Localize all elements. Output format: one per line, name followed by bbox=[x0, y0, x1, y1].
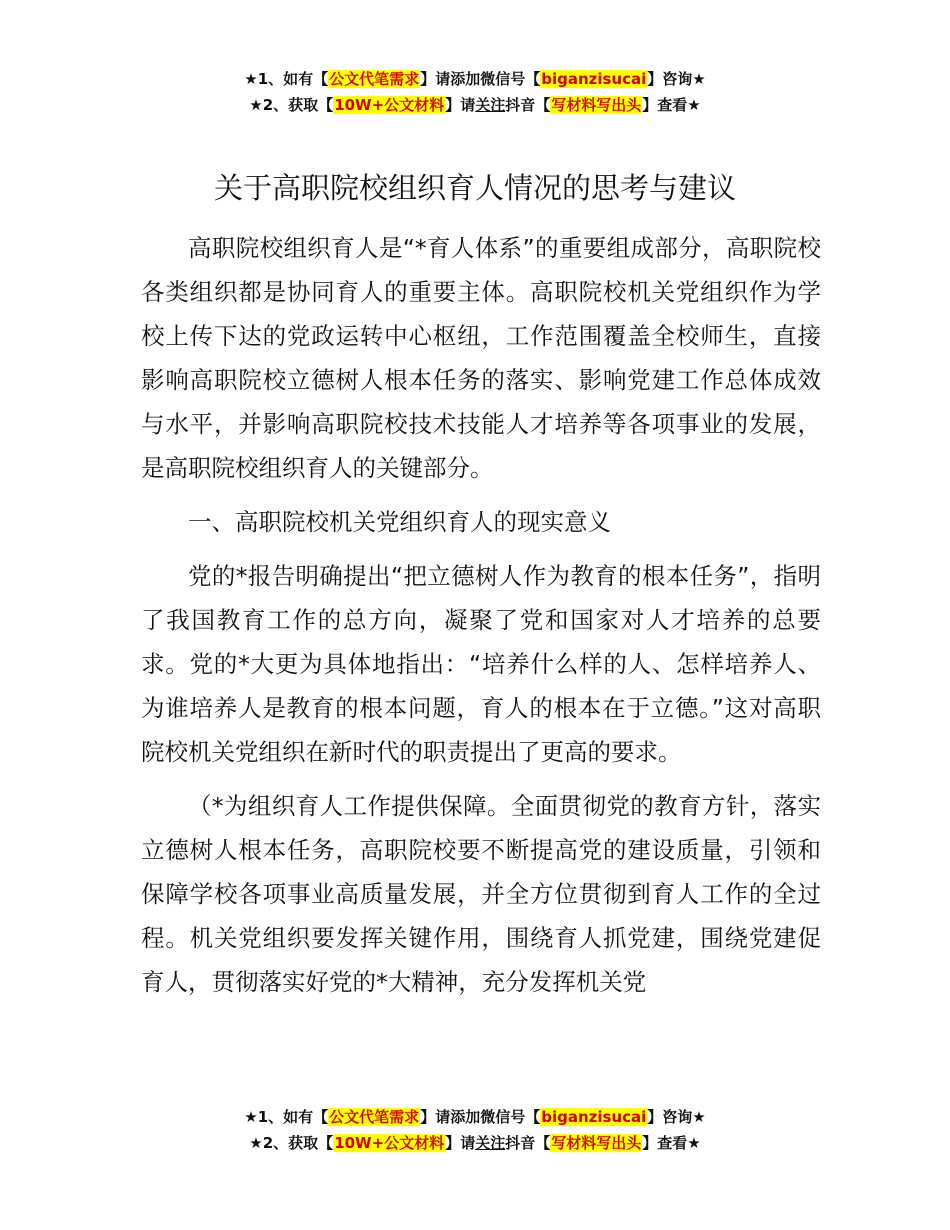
banner-text: 】请添加微信号【 bbox=[420, 1108, 541, 1126]
banner-highlight: biganzisucai bbox=[541, 1108, 647, 1126]
banner-text: 抖音【 bbox=[505, 1134, 551, 1152]
banner-text: ★2、获取【 bbox=[249, 96, 334, 114]
banner-text: 】请添加微信号【 bbox=[420, 70, 541, 88]
banner-text: ★2、获取【 bbox=[249, 1134, 334, 1152]
banner-highlight: 写材料写出头 bbox=[551, 96, 642, 114]
banner-line-2 bbox=[0, 92, 950, 118]
banner-text: 】请 bbox=[445, 96, 476, 114]
banner-text: 】咨询★ bbox=[647, 1108, 706, 1126]
paragraph: （*为组织育人工作提供保障。全面贯彻党的教育方针，落实立德树人根本任务，高职院校要不断提高党的建设质量，引领和保障学校各项事业高质量发展，并全方位贯彻到育人工作的全过程。机关党组织要发挥关键作用，围绕育人抓党建，围绕党建促育人，贯彻落实好党的*大精神，充分发挥机关党 bbox=[141, 792, 821, 996]
header-banner bbox=[0, 66, 950, 118]
footer-banner bbox=[0, 1104, 950, 1156]
banner-underline: 关注 bbox=[475, 96, 506, 114]
document-body bbox=[141, 226, 821, 1014]
banner-text: 】咨询★ bbox=[647, 70, 706, 88]
banner-highlight: 公文代笔需求 bbox=[329, 70, 420, 88]
banner-line-2 bbox=[0, 1130, 950, 1156]
banner-text: 】查看★ bbox=[642, 96, 701, 114]
banner-line-1 bbox=[0, 1104, 950, 1130]
banner-highlight: 10W+公文材料 bbox=[334, 96, 445, 114]
banner-text: 抖音【 bbox=[505, 96, 551, 114]
banner-highlight: biganzisucai bbox=[541, 70, 647, 88]
banner-highlight: 写材料写出头 bbox=[551, 1134, 642, 1152]
banner-text: ★1、如有【 bbox=[244, 70, 329, 88]
banner-text: ★1、如有【 bbox=[244, 1108, 329, 1126]
banner-text: 】请 bbox=[445, 1134, 476, 1152]
paragraph: 高职院校组织育人是“*育人体系”的重要组成部分，高职院校各类组织都是协同育人的重要主体。高职院校机关党组织作为学校上传下达的党政运转中心枢纽，工作范围覆盖全校师生，直接影响高职院校立德树人根本任务的落实、影响党建工作总体成效与水平，并影响高职院校技术技能人才培养等各项事业的发展，是高职院校组织育人的关键部分。 bbox=[141, 234, 821, 482]
section-heading: 一、高职院校机关党组织育人的现实意义 bbox=[188, 508, 611, 536]
banner-highlight: 10W+公文材料 bbox=[334, 1134, 445, 1152]
paragraph: 党的*报告明确提出“把立德树人作为教育的根本任务”，指明了我国教育工作的总方向，凝聚了党和国家对人才培养的总要求。党的*大更为具体地指出：“培养什么样的人、怎样培养人、为谁培养人是教育的根本问题，育人的根本在于立德。”这对高职院校机关党组织在新时代的职责提出了更高的要求。 bbox=[141, 562, 821, 766]
banner-line-1 bbox=[0, 66, 950, 92]
banner-highlight: 公文代笔需求 bbox=[329, 1108, 420, 1126]
banner-underline: 关注 bbox=[475, 1134, 506, 1152]
banner-text: 】查看★ bbox=[642, 1134, 701, 1152]
document-title: 关于高职院校组织育人情况的思考与建议 bbox=[213, 171, 736, 205]
